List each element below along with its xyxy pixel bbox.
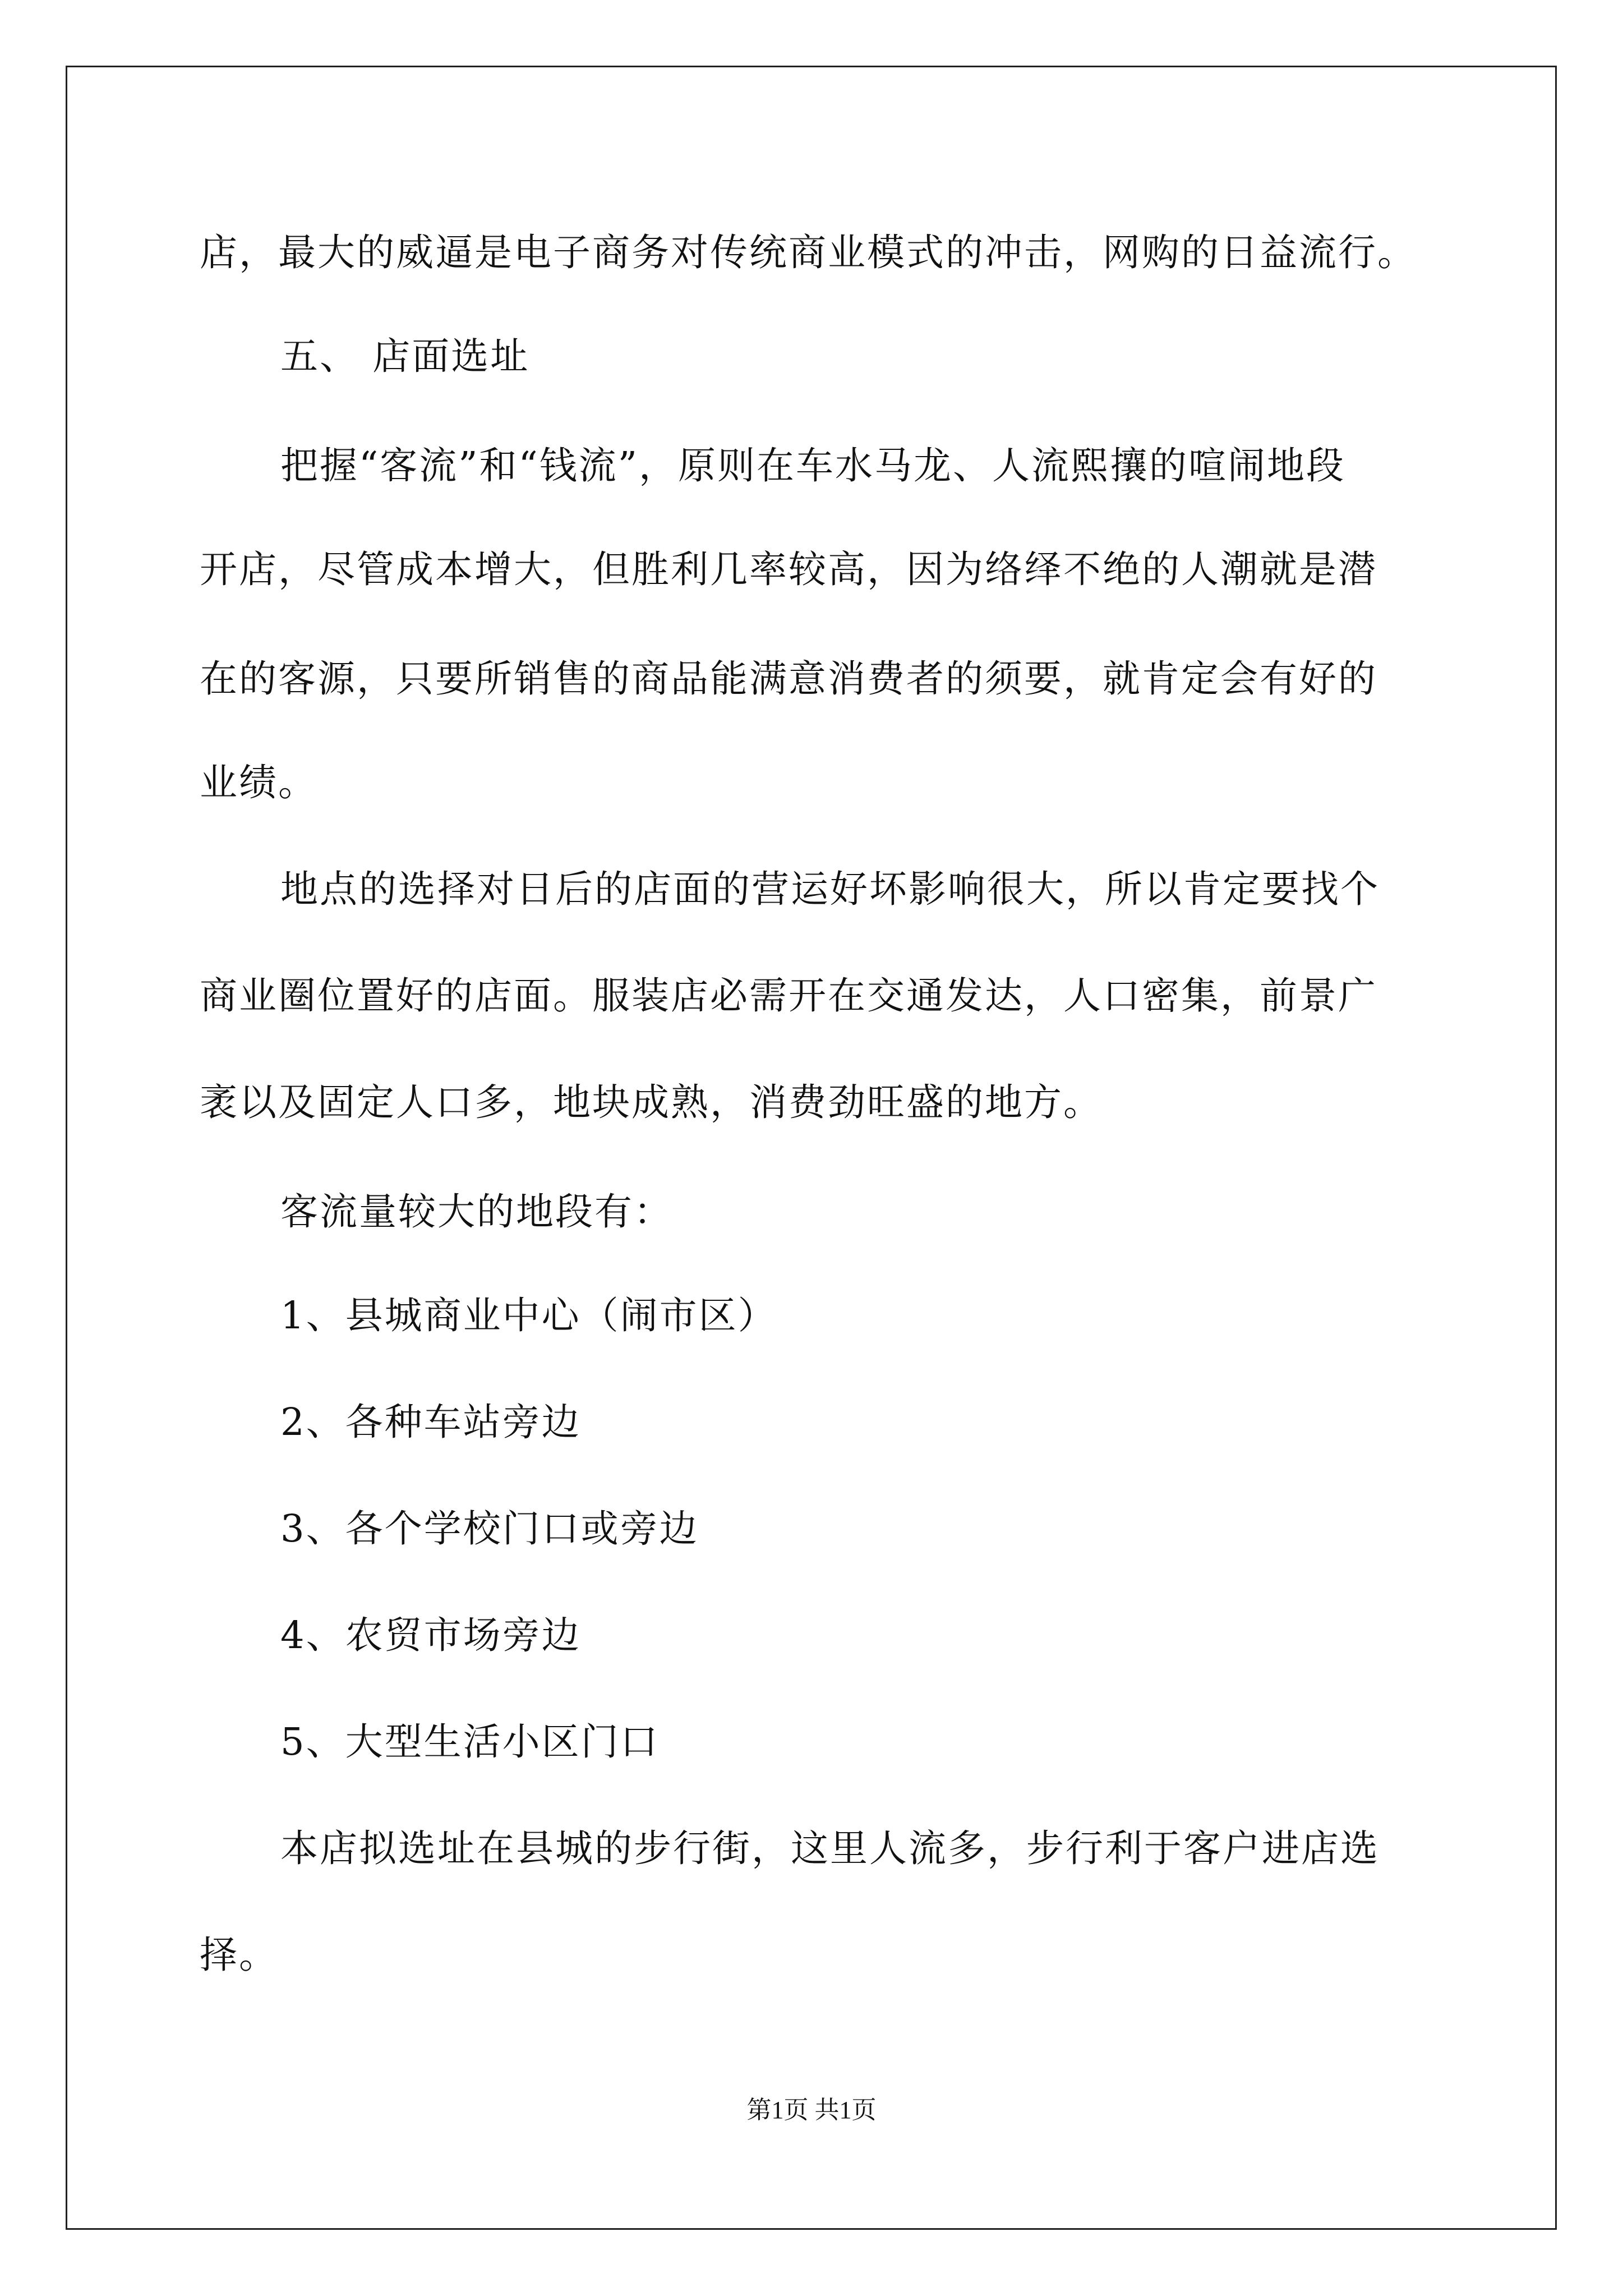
body-text-line: 本店拟选址在县城的步行街，这里人流多，步行利于客户进店选: [280, 1826, 1380, 1870]
body-text-line: 择。: [200, 1933, 278, 1977]
body-text-line: 客流量较大的地段有：: [280, 1190, 673, 1234]
page-footer: 第1页 共1页: [746, 2096, 877, 2124]
body-text-line: 业绩。: [200, 761, 317, 804]
body-text-line: 地点的选择对日后的店面的营运好坏影响很大，所以肯定要找个: [280, 867, 1380, 911]
body-text-line: 店，最大的威逼是电子商务对传统商业模式的冲击，网购的日益流行。: [200, 231, 1417, 274]
list-item: 3、各个学校门口或旁边: [280, 1507, 699, 1550]
body-text-line: 把握“客流”和“钱流”，原则在车水马龙、人流熙攘的喧闹地段: [280, 444, 1346, 487]
section-heading: 五、 店面选址: [280, 334, 530, 378]
body-text-line: 在的客源，只要所销售的商品能满意消费者的须要，就肯定会有好的: [200, 657, 1377, 701]
list-item: 1、县城商业中心（闹市区）: [280, 1294, 777, 1337]
body-text-line: 袤以及固定人口多，地块成熟，消费劲旺盛的地方。: [200, 1080, 1103, 1124]
list-item: 4、农贸市场旁边: [280, 1613, 581, 1657]
body-text-line: 开店，尽管成本增大，但胜利几率较高，因为络绎不绝的人潮就是潜: [200, 547, 1377, 591]
list-item: 2、各种车站旁边: [280, 1400, 581, 1444]
list-item: 5、大型生活小区门口: [280, 1720, 660, 1764]
body-text-line: 商业圈位置好的店面。服装店必需开在交通发达，人口密集，前景广: [200, 974, 1377, 1018]
page-border: [66, 66, 1557, 2230]
